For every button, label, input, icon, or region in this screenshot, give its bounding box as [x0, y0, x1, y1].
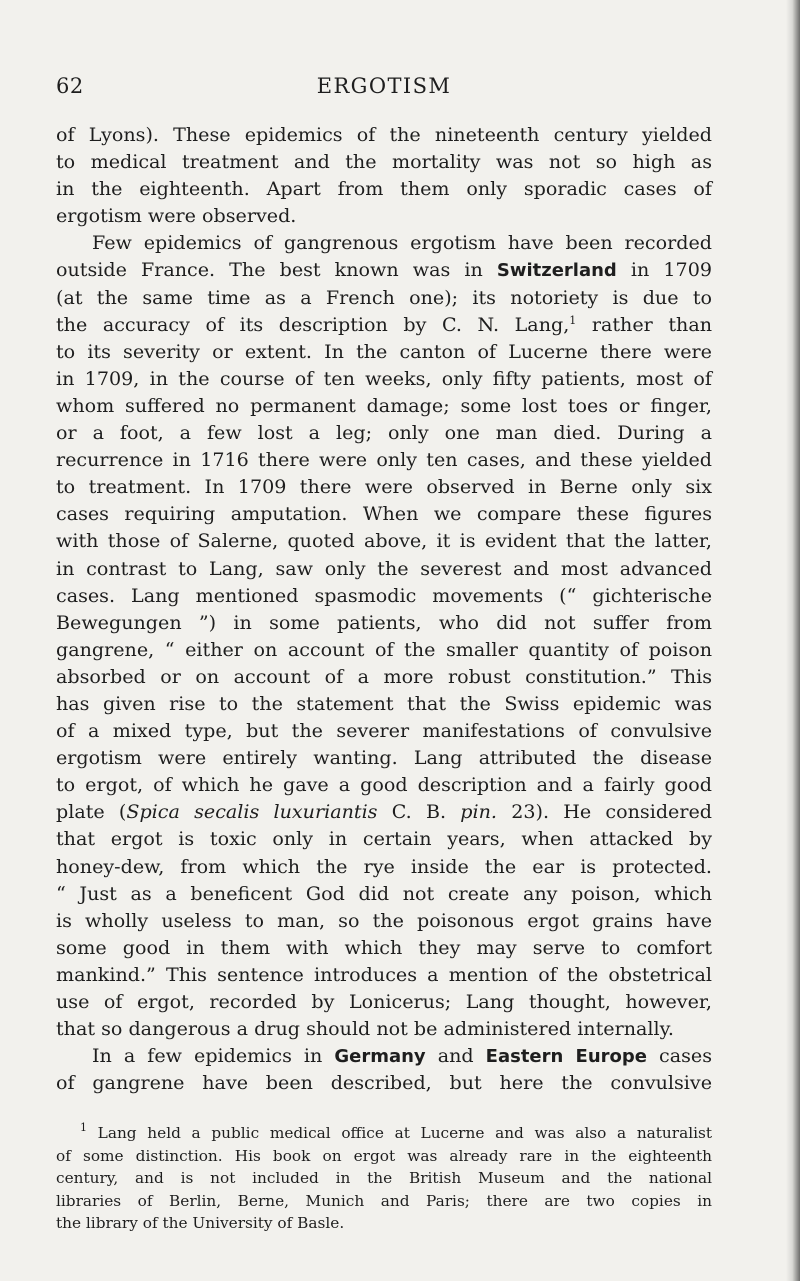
text-line: ergotism were entirely wanting. Lang attributed the disease — [56, 746, 712, 770]
footnote-line: $^1$ Lang held a public medical office at Lucerne and was also a naturalist — [80, 1121, 712, 1142]
footnote-line: of some distinction. His book on ergot was already rare in the eighteenth — [56, 1146, 712, 1165]
footnote-marker: 1 — [80, 1121, 87, 1134]
text-line: in the eighteenth. Apart from them only sporadic cases of — [56, 177, 712, 201]
text-line: “ Just as a beneficent God did not create any poison, which — [56, 881, 712, 905]
text-line: of Lyons). These epidemics of the nineteenth century yielded — [56, 123, 712, 146]
text-line: (at the same time as a French one); its notoriety is due to — [56, 285, 712, 309]
text-line: is wholly useless to man, so the poisonous ergot grains have — [56, 908, 712, 932]
text-line: of a mixed type, but the severer manifestations of convulsive — [56, 719, 712, 743]
page-number: 62 — [56, 74, 84, 98]
page-edge-shadow — [786, 0, 800, 1281]
text-line: has given rise to the statement that the Swiss epidemic was — [56, 691, 712, 715]
text-line: ergotism were observed. — [56, 204, 297, 228]
place-name-switzerland: Switzerland — [496, 260, 617, 282]
text-line: that ergot is toxic only in certain years, when attacked by — [56, 827, 712, 851]
text-line: Bewegungen ”) in some patients, who did not suffer from — [56, 610, 712, 634]
text-line: to its severity or extent. In the canton of Lucerne there were — [56, 339, 712, 363]
text-line: outside France. The best known was in Switzerland in 1709 — [56, 258, 712, 282]
footnote-line: century, and is not included in the British Museum and the national — [56, 1169, 712, 1187]
text-line: plate (Spica secalis luxuriantis C. B. pin. 23). He considered — [56, 800, 713, 824]
body-text — [56, 121, 712, 1096]
text-line: whom suffered no permanent damage; some lost toes or finger, — [56, 393, 712, 417]
text-line: that so dangerous a drug should not be administered internally. — [56, 1017, 674, 1041]
text-line: in contrast to Lang, saw only the severest and most advanced — [56, 556, 712, 580]
footnote-reference: 1 — [569, 313, 577, 327]
text-line: gangrene, “ either on account of the smaller quantity of poison — [56, 637, 712, 661]
place-name-eastern-europe: Eastern Europe — [485, 1046, 647, 1068]
text-line: In a few epidemics in Germany and Eastern Europe cases — [92, 1044, 713, 1068]
text-line: to ergot, of which he gave a good description and a fairly good — [56, 773, 712, 797]
latin-name: Spica secalis luxuriantis — [126, 800, 378, 824]
text-line: Few epidemics of gangrenous ergotism have been recorded — [92, 231, 712, 255]
text-line: use of ergot, recorded by Lonicerus; Lang thought, however, — [56, 990, 712, 1013]
text-line: mankind.” This sentence introduces a mention of the obstetrical — [56, 962, 712, 986]
footnote — [56, 1122, 712, 1235]
text-line: the accuracy of its description by C. N. Lang,$^1$ rather than — [56, 312, 712, 336]
text-line: with those of Salerne, quoted above, it is evident that the latter, — [56, 529, 712, 553]
text-line: recurrence in 1716 there were only ten cases, and these yielded — [56, 448, 712, 472]
text-line: cases requiring amputation. When we compare these figures — [56, 502, 712, 526]
text-line: or a foot, a few lost a leg; only one man died. During a — [56, 421, 712, 445]
place-name-germany: Germany — [334, 1046, 426, 1068]
text-line: cases. Lang mentioned spasmodic movements (“ gichterische — [56, 583, 712, 607]
text-line: honey-dew, from which the rye inside the ear is protected. — [56, 854, 712, 878]
text-line: to treatment. In 1709 there were observed in Berne only six — [56, 475, 712, 499]
text-line: of gangrene have been described, but here the convulsive — [56, 1071, 712, 1095]
text-line: absorbed or on account of a more robust constitution.” This — [56, 664, 712, 688]
footnote-line: libraries of Berlin, Berne, Munich and Paris; there are two copies in — [56, 1191, 712, 1210]
text-line: some good in them with which they may serve to comfort — [56, 935, 712, 959]
page-header — [56, 74, 712, 106]
text-line: in 1709, in the course of ten weeks, only fifty patients, most of — [56, 366, 712, 390]
text-line: to medical treatment and the mortality was not so high as — [56, 150, 712, 174]
footnote-line: the library of the University of Basle. — [56, 1214, 345, 1232]
running-title: ERGOTISM — [316, 74, 452, 98]
